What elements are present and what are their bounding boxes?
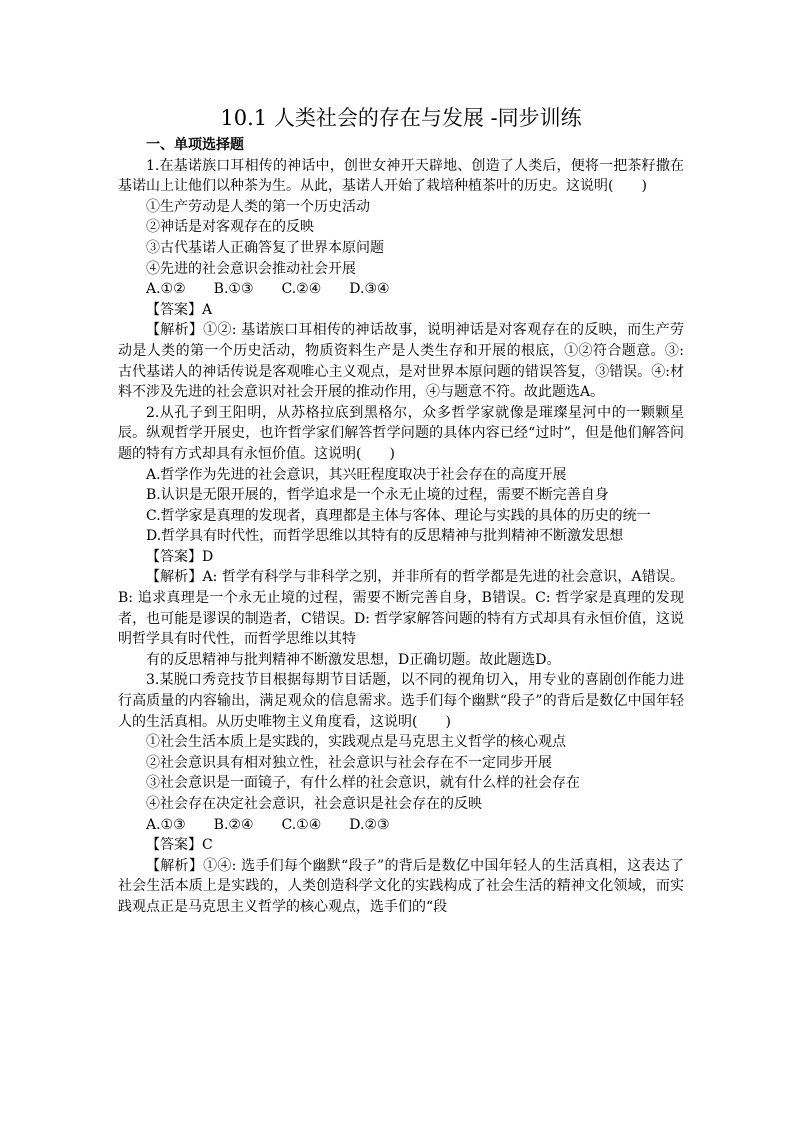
question-option: ④社会存在决定社会意识，社会意识是社会存在的反映 <box>146 796 482 812</box>
document-page <box>118 104 684 918</box>
section-heading: 一、单项选择题 <box>146 137 244 153</box>
answer-choices: A.①③ B.②④ C.①④ D.②③ <box>146 816 390 833</box>
explanation: 【解析】①④: 选手们每个幽默“段子”的背后是数亿中国年轻人的生活真相，这表达了社会生活本质上是实践的，人类创造科学文化的实践构成了社会生活的精神文化领域，而实践观点正是马克思主义哲学的核心观点，选手们的“段 <box>118 857 684 915</box>
answer-label: 【答案】A <box>146 301 213 318</box>
document-title: 10.1 人类社会的存在与发展 -同步训练 <box>220 106 582 130</box>
question-option: B.认识是无限开展的，哲学追求是一个永无止境的过程，需要不断完善自身 <box>146 487 609 504</box>
question-option: D.哲学具有时代性，而哲学思维以其特有的反思精神与批判精神不断激发思想 <box>146 528 624 545</box>
question-option: ②神话是对客观存在的反映 <box>146 219 314 236</box>
question-3 <box>118 670 684 917</box>
answer-label: 【答案】C <box>146 837 213 854</box>
question-option: ④先进的社会意识会推动社会开展 <box>146 260 356 277</box>
explanation-continued: 有的反思精神与批判精神不断激发思想，D正确切题。故此题选D。 <box>146 651 561 668</box>
question-option: C.哲学家是真理的发现者，真理都是主体与客体、理论与实践的具体的历史的统一 <box>146 507 651 524</box>
question-option: ①生产劳动是人类的第一个历史活动 <box>146 198 370 215</box>
question-option: ③社会意识是一面镜子，有什么样的社会意识，就有什么样的社会存在 <box>146 775 580 792</box>
question-stem: 1.在基诺族口耳相传的神话中，创世女神开天辟地、创造了人类后，便将一把茶籽撒在基诺山上让他们以种茶为生。从此，基诺人开始了栽培种植茶叶的历史。这说明( ) <box>118 157 684 195</box>
question-option: ②社会意识具有相对独立性，社会意识与社会存在不一定同步开展 <box>146 754 552 771</box>
question-option: ①社会生活本质上是实践的，实践观点是马克思主义哲学的核心观点 <box>146 734 566 751</box>
explanation: 【解析】A: 哲学有科学与非科学之别，并非所有的哲学都是先进的社会意识，A错误。B: 追求真理是一个永无止境的过程，需要不断完善自身，B错误。C: 哲学家是真理的发现者，也可能是谬误的制造者，C错误。D: 哲学家解答问题的特有方式却具有永恒价值，这说明哲学具有时代性，而哲学思维以其特 <box>118 569 684 648</box>
explanation: 【解析】①②: 基诺族口耳相传的神话故事，说明神话是对客观存在的反映，而生产劳动是人类的第一个历史活动，物质资料生产是人类生存和开展的根底，①②符合题意。③: 古代基诺人的神话传说是客观唯心主义观点，是对世界本原问题的错误答复，③错误。④:材料不涉及先进的社会意识对社会开展的推动作用，④与题意不符。故此题选A。 <box>118 322 684 401</box>
question-option: ③古代基诺人正确答复了世界本原问题 <box>146 239 384 256</box>
question-option: A.哲学作为先进的社会意识，其兴旺程度取决于社会存在的高度开展 <box>146 466 567 483</box>
answer-choices: A.①② B.①③ C.②④ D.③④ <box>146 281 390 298</box>
question-2 <box>118 403 684 671</box>
question-stem: 2.从孔子到王阳明，从苏格拉底到黑格尔，众多哲学家就像是璀璨星河中的一颗颗星辰。纵观哲学开展史，也许哲学家们解答哲学问题的具体内容已经“过时”，但是他们解答问题的特有方式却具有永恒价值。这说明( ) <box>118 404 684 462</box>
question-stem: 3.某脱口秀竞技节目根据每期节目话题，以不同的视角切入，用专业的喜剧创作能力进行高质量的内容输出，满足观众的信息需求。选手们每个幽默“段子”的背后是数亿中国年轻人的生活真相。从历史唯物主义角度看，这说明( ) <box>118 672 684 730</box>
question-1 <box>118 156 684 403</box>
answer-label: 【答案】D <box>146 548 214 565</box>
